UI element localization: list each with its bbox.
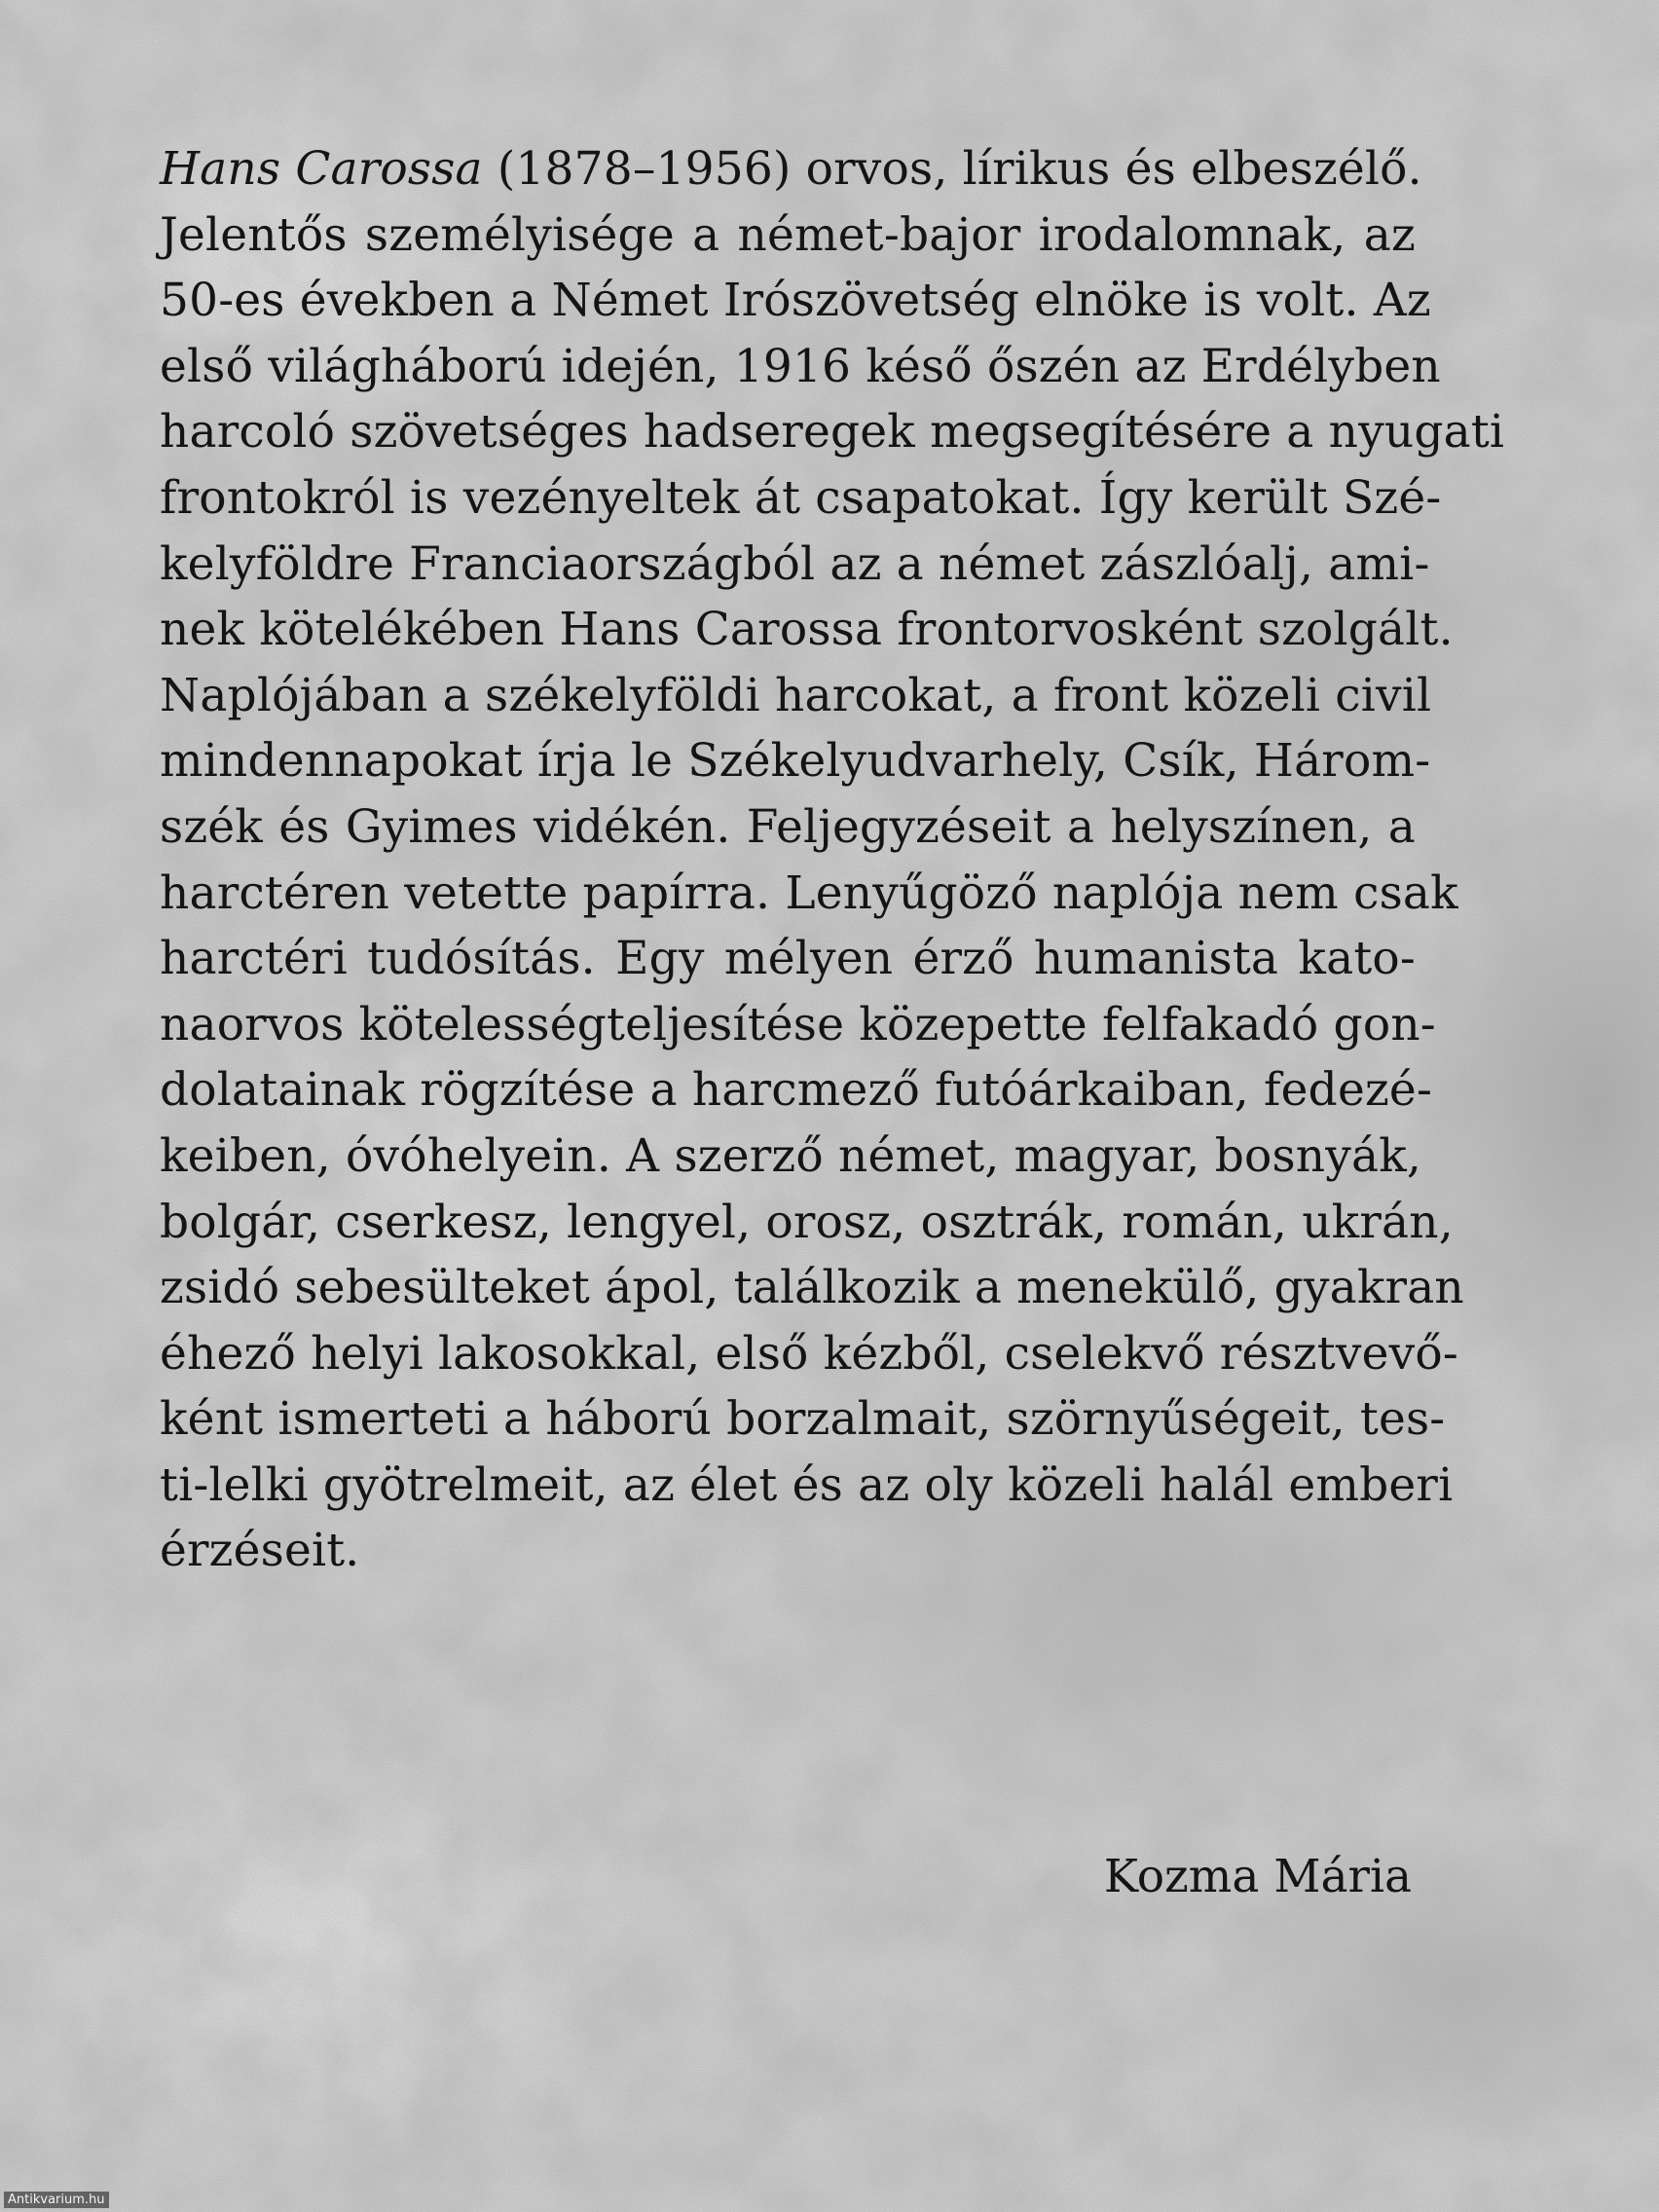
watermark: Antikvarium.hu xyxy=(4,2192,109,2208)
text-line: Jelentős személyisége a német-bajor irodalomnak, az xyxy=(160,207,1416,262)
text-line: nek kötelékében Hans Carossa frontorvosként szolgált. xyxy=(160,603,1454,657)
text-line: szék és Gyimes vidékén. Feljegyzéseit a helyszínen, a xyxy=(160,799,1416,854)
text-line: Naplójában a székelyföldi harcokat, a front közeli civil xyxy=(160,668,1432,722)
blurb-text xyxy=(160,136,1505,1584)
author-name: Hans Carossa xyxy=(160,142,483,196)
text-line: bolgár, cserkesz, lengyel, orosz, osztrák, román, ukrán, xyxy=(160,1195,1454,1249)
text-line: első világháború idején, 1916 késő őszén az Erdélyben xyxy=(160,339,1441,393)
text-line: naorvos kötelességteljesítése közepette felfakadó gon- xyxy=(160,997,1436,1051)
text-line: dolatainak rögzítése a harcmező futóárkaiban, fedezé- xyxy=(160,1063,1433,1118)
text-line: harcoló szövetséges hadseregek megsegítésére a nyugati xyxy=(160,405,1505,460)
text-line: ti-lelki gyötrelmeit, az élet és az oly közeli halál emberi xyxy=(160,1457,1454,1512)
text-line: érzéseit. xyxy=(160,1524,360,1578)
text-line: zsidó sebesülteket ápol, találkozik a menekülő, gyakran xyxy=(160,1261,1464,1315)
text-line: kelyföldre Franciaországból az a német zászlóalj, ami- xyxy=(160,536,1430,591)
text-line: éhező helyi lakosokkal, első kézből, cselekvő résztvevő- xyxy=(160,1326,1458,1381)
text-line: 50-es években a Német Irószövetség elnöke is volt. Az xyxy=(160,274,1431,328)
text-line: Hans Carossa (1878–1956) orvos, lírikus és elbeszélő. xyxy=(160,142,1422,196)
text-line: harctéren vetette papírra. Lenyűgöző naplója nem csak xyxy=(160,866,1458,920)
text-line: keiben, óvóhelyein. A szerző német, magyar, bosnyák, xyxy=(160,1128,1422,1183)
text-line: frontokról is vezényeltek át csapatokat. Így került Szé- xyxy=(160,470,1442,525)
text-line: harctéri tudósítás. Egy mélyen érző humanista kato- xyxy=(160,932,1416,986)
signature: Kozma Mária xyxy=(1103,1850,1412,1903)
text-line: mindennapokat írja le Székelyudvarhely, Csík, Három- xyxy=(160,734,1431,789)
text-line: ként ismerteti a háború borzalmait, szörnyűségeit, tes- xyxy=(160,1392,1446,1447)
